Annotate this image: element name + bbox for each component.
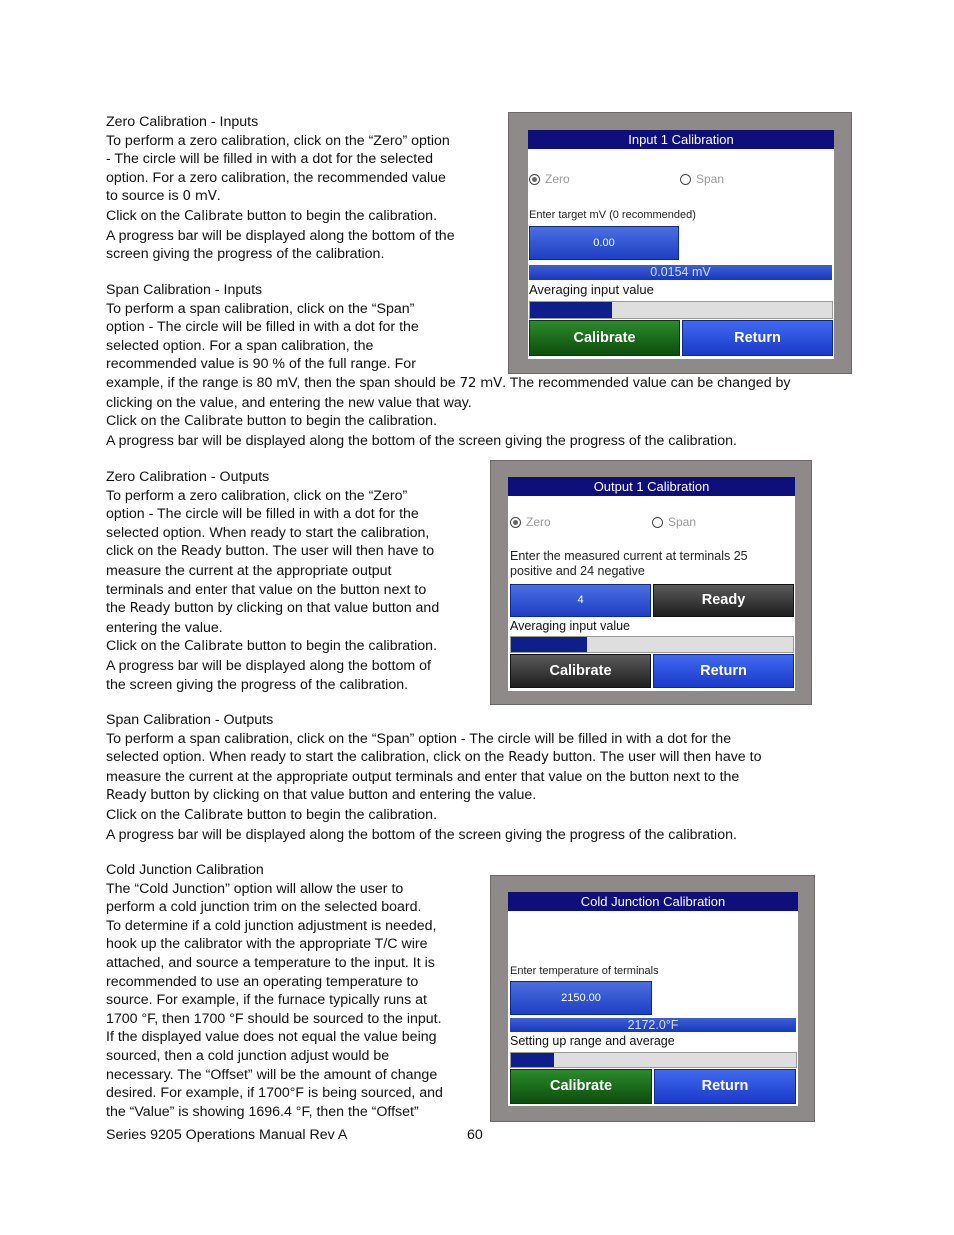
text-line <box>106 1084 443 1103</box>
text-segment: . <box>216 188 221 205</box>
text-segment: selected option. For a span calibration, the <box>106 337 374 354</box>
text-segment: perform a cold junction trim on the selected board. <box>106 899 422 916</box>
text-line <box>106 657 439 676</box>
input1-title: Input 1 Calibration <box>528 130 834 149</box>
text-segment: selected option. When ready to start the calibration, click on the <box>106 749 509 766</box>
input1-prompt: Enter target mV (0 recommended) <box>529 209 696 221</box>
text-line <box>106 542 439 562</box>
text-line <box>106 524 439 543</box>
text-segment: To determine if a cold junction adjustment is needed, <box>106 917 437 934</box>
section-cold-junction <box>106 861 443 1121</box>
input1-progress-fill <box>530 302 612 318</box>
text-segment: A progress bar will be displayed along the bottom of <box>106 657 431 674</box>
text-segment: Click on the <box>106 638 185 655</box>
text-segment: recommended to use an operating temperature to <box>106 973 419 990</box>
text-line <box>106 245 455 264</box>
text-line <box>106 954 443 973</box>
text-segment: option - The circle will be filled in with a dot for the <box>106 506 419 523</box>
text-segment: Click on the <box>106 806 185 823</box>
input1-span-option[interactable] <box>680 172 724 186</box>
section-span-outputs <box>106 711 761 844</box>
text-line <box>106 768 761 787</box>
text-segment: attached, and source a temperature to the input. It is <box>106 954 435 971</box>
output1-calibration-screenshot <box>490 460 812 705</box>
text-line <box>106 973 443 992</box>
output1-prompt-line1: Enter the measured current at terminals 25 <box>510 549 748 563</box>
body-cold-junction <box>106 880 443 1122</box>
text-segment: button to begin the calibration. <box>242 806 438 823</box>
text-segment: Click on the <box>106 413 185 430</box>
output1-screen <box>508 477 795 691</box>
cold-calibrate-button[interactable]: Calibrate <box>510 1069 652 1104</box>
text-line <box>106 562 439 581</box>
text-line <box>106 898 443 917</box>
cold-status: Setting up range and average <box>510 1034 675 1048</box>
text-segment: - The circle will be filled in with a dot for the selected <box>106 151 433 168</box>
keyword: 0 mV <box>182 189 217 205</box>
text-segment: button by clicking on that value button and entering the value. <box>146 787 537 804</box>
page-number: 60 <box>467 1127 483 1143</box>
output1-prompt-line2: positive and 24 negative <box>510 564 645 578</box>
text-line <box>106 637 439 657</box>
heading-cold-junction: Cold Junction Calibration <box>106 862 264 878</box>
text-line <box>106 676 439 695</box>
text-segment: button to begin the calibration. <box>242 638 438 655</box>
text-line <box>106 132 455 151</box>
text-segment: click on the <box>106 543 181 560</box>
text-segment: hook up the calibrator with the appropriate T/C wire <box>106 936 428 953</box>
text-segment: A progress bar will be displayed along the bottom of the screen giving the progress of the calibration. <box>106 432 737 449</box>
text-line <box>106 748 761 768</box>
text-segment: A progress bar will be displayed along the bottom of the <box>106 227 455 244</box>
heading-zero-outputs: Zero Calibration - Outputs <box>106 469 270 485</box>
text-line <box>106 207 455 227</box>
input1-value-button[interactable]: 0.00 <box>529 226 679 260</box>
output1-zero-label: Zero <box>526 515 551 529</box>
input1-zero-label: Zero <box>545 172 570 186</box>
text-segment: the screen giving the progress of the calibration. <box>106 676 409 693</box>
cold-return-button[interactable]: Return <box>654 1069 796 1104</box>
text-segment: The “Cold Junction” option will allow the user to <box>106 880 404 897</box>
text-segment: clicking on the value, and entering the new value that way. <box>106 394 472 411</box>
text-line <box>106 1047 443 1066</box>
text-line <box>106 374 791 394</box>
text-line <box>106 935 443 954</box>
text-segment: the <box>106 600 130 617</box>
output1-value-button[interactable]: 4 <box>510 584 651 617</box>
input1-progress-bar <box>529 301 833 319</box>
output1-span-label: Span <box>668 515 697 529</box>
input1-calibration-screenshot <box>508 112 852 374</box>
text-line <box>106 619 439 638</box>
text-segment: option. For a zero calibration, the recommended value <box>106 169 446 186</box>
text-segment: To perform a zero calibration, click on the “Zero” <box>106 487 408 504</box>
text-segment: To perform a span calibration, click on the “Span” <box>106 300 415 317</box>
text-line <box>106 412 791 432</box>
keyword: Ready <box>508 750 549 766</box>
text-segment: necessary. The “Offset” will be the amount of change <box>106 1066 438 1083</box>
text-line <box>106 432 791 451</box>
output1-zero-option[interactable] <box>510 515 551 529</box>
text-line <box>106 150 455 169</box>
input1-screen <box>528 130 834 359</box>
radio-selected-icon <box>510 517 521 528</box>
output1-title: Output 1 Calibration <box>508 477 795 496</box>
text-segment: button. The user will then have to <box>221 543 435 560</box>
text-segment: button to begin the calibration. <box>242 413 438 430</box>
text-line <box>106 806 761 826</box>
text-segment: desired. For example, if 1700°F is being sourced, and <box>106 1085 443 1102</box>
text-segment: entering the value. <box>106 619 223 636</box>
cold-reading: 2172.0°F <box>510 1018 796 1032</box>
output1-prompt <box>510 549 748 579</box>
text-segment: terminals and enter that value on the button next to <box>106 581 427 598</box>
cold-screen <box>508 892 798 1106</box>
text-line <box>106 187 455 207</box>
output1-return-button[interactable]: Return <box>653 654 794 688</box>
text-segment: to source is <box>106 188 183 205</box>
output1-calibrate-button[interactable]: Calibrate <box>510 654 651 688</box>
text-segment: To perform a zero calibration, click on the “Zero” option <box>106 132 450 149</box>
footer-title: Series 9205 Operations Manual Rev A <box>106 1127 348 1143</box>
output1-progress-fill <box>511 637 587 652</box>
text-line <box>106 991 443 1010</box>
keyword: Calibrate <box>184 639 243 655</box>
keyword: Calibrate <box>184 807 243 823</box>
text-segment: button by clicking on that value button and <box>170 600 440 617</box>
input1-calibrate-button[interactable]: Calibrate <box>529 320 680 356</box>
text-segment: Click on the <box>106 207 185 224</box>
keyword: Calibrate <box>184 208 243 224</box>
text-segment: button. The user will then have to <box>548 749 762 766</box>
section-zero-inputs <box>106 113 455 264</box>
cold-progress-bar <box>510 1052 797 1068</box>
text-line <box>106 1010 443 1029</box>
keyword: Ready <box>180 544 222 560</box>
output1-span-option[interactable] <box>652 515 696 529</box>
cold-prompt: Enter temperature of terminals <box>510 965 659 977</box>
text-segment: If the displayed value does not equal the value being <box>106 1029 437 1046</box>
text-segment: recommended value is 90 % of the full range. For <box>106 356 416 373</box>
text-line <box>106 487 439 506</box>
heading-zero-inputs: Zero Calibration - Inputs <box>106 114 259 130</box>
text-line <box>106 1028 443 1047</box>
text-segment: button to begin the calibration. <box>242 207 438 224</box>
input1-span-label: Span <box>696 172 725 186</box>
text-segment: sourced, then a cold junction adjust would be <box>106 1047 390 1064</box>
radio-selected-icon <box>529 174 540 185</box>
cold-progress-fill <box>511 1053 554 1067</box>
text-line <box>106 730 761 749</box>
heading-span-outputs: Span Calibration - Outputs <box>106 712 274 728</box>
text-segment: example, if the range is 80 mV, then the span should be <box>106 374 460 391</box>
input1-return-button[interactable]: Return <box>682 320 833 356</box>
text-segment: option - The circle will be filled in with a dot for the <box>106 319 419 336</box>
text-segment: source. For example, if the furnace typically runs at <box>106 992 427 1009</box>
input1-status: Averaging input value <box>529 282 654 297</box>
input1-zero-option[interactable] <box>529 172 570 186</box>
text-segment: screen giving the progress of the calibration. <box>106 246 385 263</box>
text-segment: measure the current at the appropriate output terminals and enter that value on the button next to the <box>106 768 740 785</box>
text-line <box>106 1103 443 1122</box>
text-line <box>106 826 761 845</box>
body-zero-inputs <box>106 132 455 264</box>
output1-status: Averaging input value <box>510 619 630 633</box>
keyword: Ready <box>129 601 171 617</box>
text-line <box>106 227 455 246</box>
heading-span-inputs: Span Calibration - Inputs <box>106 282 263 298</box>
body-span-outputs <box>106 730 761 845</box>
output1-ready-button[interactable]: Ready <box>653 584 794 617</box>
body-zero-outputs <box>106 487 439 695</box>
text-segment: the “Value” is showing 1696.4 °F, then the “Offset” <box>106 1103 419 1120</box>
keyword: 72 mV <box>459 375 503 391</box>
radio-empty-icon <box>680 174 691 185</box>
text-line <box>106 786 761 806</box>
input1-reading: 0.0154 mV <box>529 265 832 280</box>
text-line <box>106 599 439 619</box>
text-line <box>106 169 455 188</box>
text-segment: 1700 °F, then 1700 °F should be sourced to the input. <box>106 1010 442 1027</box>
text-line <box>106 917 443 936</box>
text-line <box>106 505 439 524</box>
cold-title: Cold Junction Calibration <box>508 892 798 911</box>
text-line <box>106 581 439 600</box>
text-segment: selected option. When ready to start the calibration, <box>106 524 430 541</box>
radio-empty-icon <box>652 517 663 528</box>
text-segment: To perform a span calibration, click on the “Span” option - The circle will be filled in with a dot for the <box>106 730 732 747</box>
section-zero-outputs <box>106 468 439 694</box>
cold-value-button[interactable]: 2150.00 <box>510 981 652 1015</box>
text-line <box>106 1066 443 1085</box>
output1-progress-bar <box>510 636 794 653</box>
text-line <box>106 880 443 899</box>
text-segment: . The recommended value can be changed by <box>502 374 791 391</box>
keyword: Calibrate <box>184 414 243 430</box>
cold-junction-screenshot <box>490 875 815 1122</box>
keyword: Ready <box>106 788 147 804</box>
text-line <box>106 394 791 413</box>
text-segment: measure the current at the appropriate output <box>106 562 392 579</box>
text-segment: A progress bar will be displayed along the bottom of the screen giving the progress of the calibration. <box>106 826 737 843</box>
